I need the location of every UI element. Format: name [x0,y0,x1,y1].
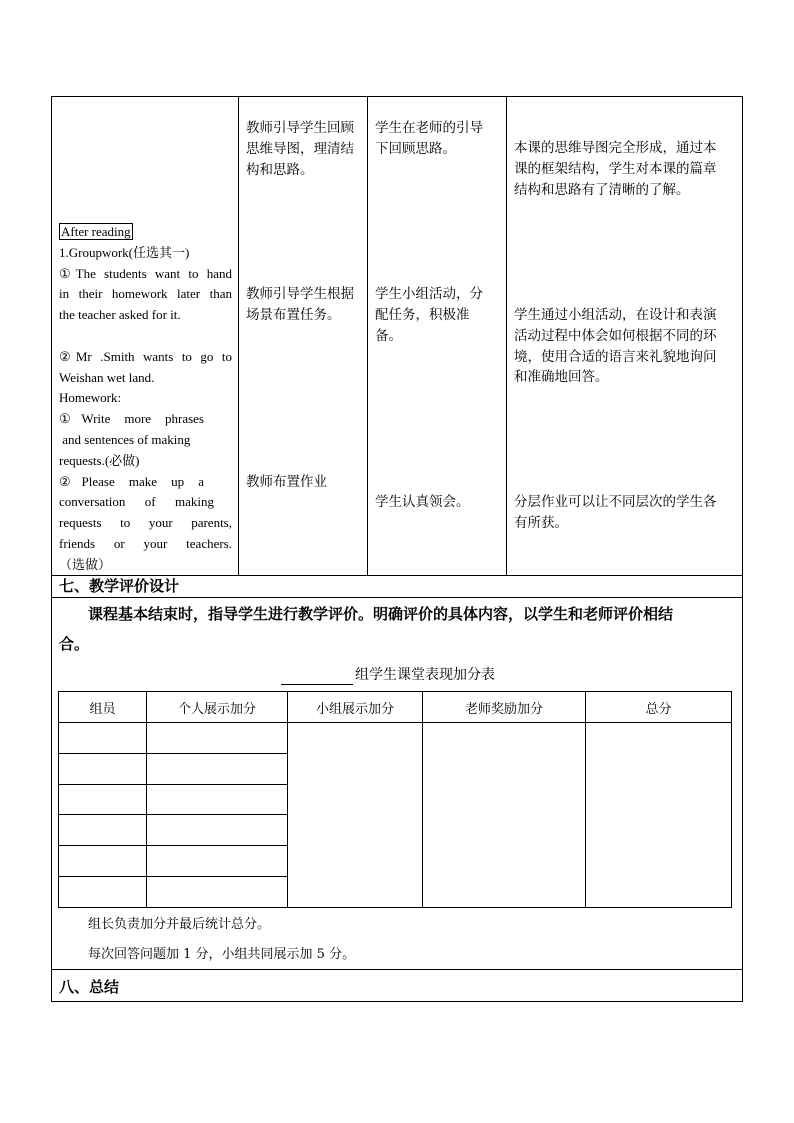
score-header-individual: 个人展示加分 [177,702,256,717]
score-table [58,691,732,908]
score-row-divider [58,753,288,754]
student-activity-2 [375,284,505,346]
section7-heading: 七、教学评价设计 [59,577,180,595]
table-border-left [51,96,52,1002]
groupwork-label: 1.Groupwork(任选其一) [59,244,190,260]
text-line: 有所获。 [514,514,568,531]
student-activity-3 [375,492,505,513]
score-note-1: 组长负责加分并最后统计总分。 [88,917,271,932]
score-border-bottom [58,907,732,908]
teacher-activity-3 [246,472,366,493]
text-line: 学生小组活动，分 [375,286,483,302]
score-header-total: 总分 [645,702,672,717]
homework-item2-line: ②Please make up a [59,473,204,489]
teacher-activity-1 [246,118,366,180]
after-reading-column [59,222,232,576]
table-border-right [742,96,743,1002]
text-line: 思维导图，理清结 [246,140,354,157]
homework-label: Homework: [59,390,122,406]
score-col-divider [585,691,586,908]
text-line: 本课的思维导图完全形成，通过本 [514,140,717,156]
score-border-right [731,691,732,908]
score-table-title: 组学生课堂表现加分表 [355,667,495,683]
text-line: 构和思路。 [246,161,314,178]
student-activity-1 [375,118,505,160]
text-line: 境，使用合适的语言来礼貌地询问 [514,348,717,365]
purpose-1 [514,138,740,200]
score-note-2: 每次回答问题加 1 分，小组共同展示加 5 分。 [88,947,356,962]
column-divider-2 [367,96,368,575]
text-line: 教师引导学生根据 [246,286,354,302]
text-line: 学生在老师的引导 [375,120,483,136]
score-title-blank [281,684,353,685]
after-reading-label: After reading [61,224,131,239]
row-divider-section7-body [51,597,743,598]
purpose-2 [514,305,740,388]
table-border-top [51,96,743,97]
score-header-teacher: 老师奖励加分 [464,702,543,717]
homework-item2-line: （选做） [59,556,112,572]
score-row-divider [58,876,288,877]
text-line: 课的框架结构，学生对本课的篇章 [514,160,717,177]
homework-item1-line: ①Write more phrases [59,411,204,427]
groupwork-item1-line: the teacher asked for it. [59,307,181,323]
text-line: 分层作业可以让不同层次的学生各 [514,494,717,510]
text-line: 备。 [375,327,402,344]
purpose-3 [514,492,740,534]
section7-paragraph-line2: 合。 [59,635,90,653]
text-line: 场景布置任务。 [246,306,341,323]
section8-heading: 八、总结 [59,978,120,996]
column-divider-1 [238,96,239,575]
text-line: 配任务，积极准 [375,306,470,323]
score-row-divider [58,814,288,815]
table-border-bottom [51,1001,743,1002]
homework-item1-line: and sentences of making [59,431,191,447]
text-line: 结构和思路有了清晰的了解。 [514,181,690,198]
score-header-group: 小组展示加分 [315,702,394,717]
groupwork-item1-line: ①The students want to hand [59,265,232,281]
text-line: 和准确地回答。 [514,369,609,386]
text-line: 学生通过小组活动，在设计和表演 [514,307,717,323]
teacher-activity-2 [246,284,366,326]
text-line: 教师引导学生回顾 [246,120,354,136]
homework-item1-line: requests.(必做) [59,452,140,468]
row-divider-section8 [51,969,743,970]
homework-item2-line: requests to your parents, [59,515,232,531]
score-row-divider [58,845,288,846]
groupwork-item1-line: in their homework later than [59,286,232,302]
score-row-divider [58,784,288,785]
text-line: 活动过程中体会如何根据不同的环 [514,327,717,344]
groupwork-item2-line: ②Mr .Smith wants to go to [59,348,232,364]
section7-paragraph-line1: 课程基本结束时，指导学生进行教学评价。明确评价的具体内容，以学生和老师评价相结 [88,605,674,623]
homework-item2-line: conversation of making [59,494,214,510]
text-line: 下回顾思路。 [375,140,456,157]
score-border-top [58,691,732,692]
column-divider-3 [506,96,507,575]
score-header-members: 组员 [89,702,116,717]
score-header-divider [58,722,732,723]
score-col-divider [422,691,423,908]
groupwork-item2-line: Weishan wet land. [59,369,155,385]
text-line: 学生认真领会。 [375,494,470,510]
text-line: 教师布置作业 [246,474,327,490]
homework-item2-line: friends or your teachers. [59,535,232,551]
